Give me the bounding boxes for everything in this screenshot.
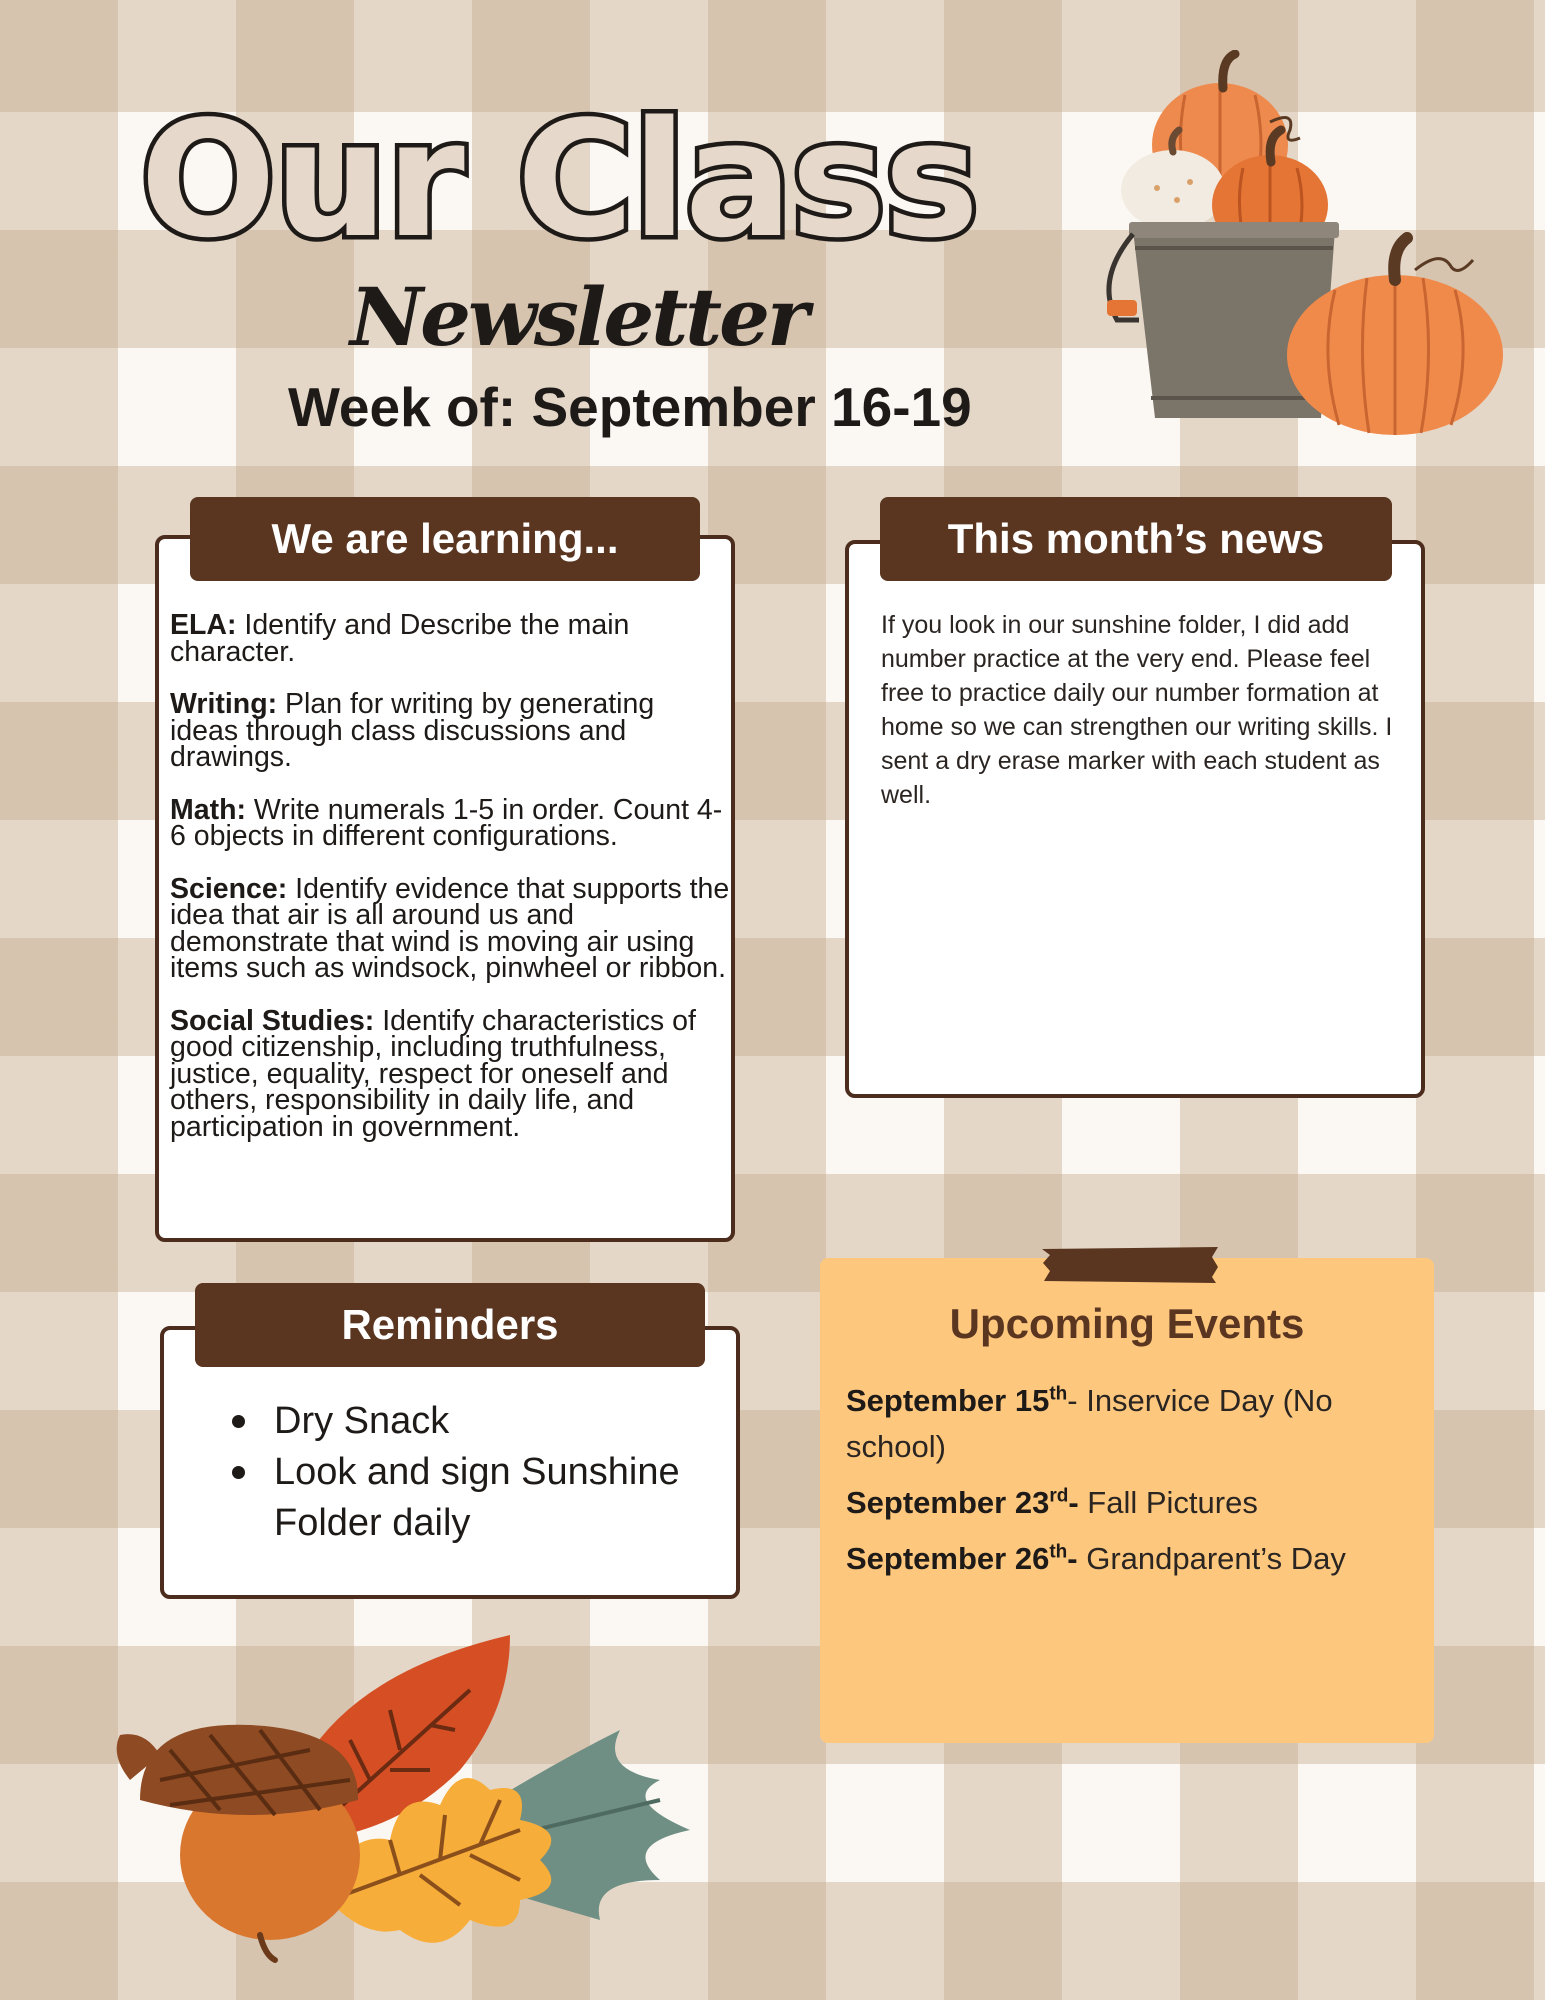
news-tab: This month’s news <box>880 497 1392 581</box>
learning-item-ela <box>170 609 730 668</box>
event-date-suffix: th <box>1049 1383 1068 1405</box>
subject-text: Write numerals 1-5 in order. Count 4-6 objects in different configurations. <box>170 793 723 852</box>
newsletter-subtitle: Newsletter <box>350 270 807 364</box>
event-date-suffix: rd <box>1049 1485 1069 1507</box>
learning-tab: We are learning... <box>190 497 700 581</box>
subject-label: Science: <box>170 872 288 905</box>
tape-decoration <box>1040 1245 1220 1285</box>
pumpkins-bucket-illustration <box>1095 50 1515 440</box>
reminder-item <box>226 1396 706 1447</box>
events-list <box>846 1378 1426 1582</box>
subject-label: Math: <box>170 793 246 826</box>
week-heading: Week of: September 16-19 <box>288 376 972 438</box>
reminder-text: Look and sign Sunshine Folder daily <box>274 1451 680 1544</box>
events-title: Upcoming Events <box>949 1300 1305 1347</box>
learning-content <box>170 609 730 1166</box>
bullet-icon <box>232 1466 245 1479</box>
learning-panel <box>155 535 735 1242</box>
reminder-text: Dry Snack <box>274 1400 450 1442</box>
event-separator: - <box>1067 1541 1078 1576</box>
event-separator: - <box>1067 1383 1078 1418</box>
event-text: Inservice Day (No school) <box>846 1383 1333 1464</box>
subject-text: Identify evidence that supports the idea that air is all around us and demonstrate that wind is moving air using items such as windsock, pinwheel or ribbon. <box>170 872 730 984</box>
event-date: September 26 <box>846 1541 1050 1576</box>
subject-text: Plan for writing by generating ideas through class discussions and drawings. <box>170 688 655 773</box>
news-text: If you look in our sunshine folder, I did add number practice at the very end. Please feel free to practice daily our number formation at home so we can strengthen our writing skills. I sent a dry erase marker with each student as well. <box>881 611 1393 809</box>
event-date-suffix: th <box>1049 1541 1068 1563</box>
news-panel <box>845 540 1425 1098</box>
learning-item-writing <box>170 688 730 773</box>
bullet-icon <box>232 1415 245 1428</box>
acorn-leaves-illustration <box>100 1630 740 1970</box>
event-text: Grandparent’s Day <box>1077 1541 1346 1576</box>
learning-item-math <box>170 793 730 852</box>
subject-text: Identify characteristics of good citizenship, including truthfulness, justice, equality, respect for oneself and others, responsibility in daily life, and participation in government. <box>170 1004 696 1143</box>
subject-label: Writing: <box>170 688 278 720</box>
newsletter-title: Our Class <box>140 86 978 273</box>
subject-label: Social Studies: <box>170 1004 375 1037</box>
learning-item-social-studies <box>170 1004 730 1143</box>
subject-label: ELA: <box>170 609 237 641</box>
event-item <box>846 1536 1426 1582</box>
subject-text: Identify and Describe the main character. <box>170 609 630 668</box>
event-item <box>846 1480 1426 1526</box>
reminders-list <box>226 1396 706 1549</box>
event-date: September 23 <box>846 1485 1050 1520</box>
event-text: Fall Pictures <box>1078 1485 1258 1520</box>
reminders-tab: Reminders <box>195 1283 705 1367</box>
reminder-item <box>226 1447 706 1549</box>
event-date: September 15 <box>846 1383 1050 1418</box>
event-item <box>846 1378 1426 1470</box>
event-separator: - <box>1068 1485 1079 1520</box>
learning-item-science <box>170 872 730 984</box>
events-card <box>820 1258 1434 1743</box>
